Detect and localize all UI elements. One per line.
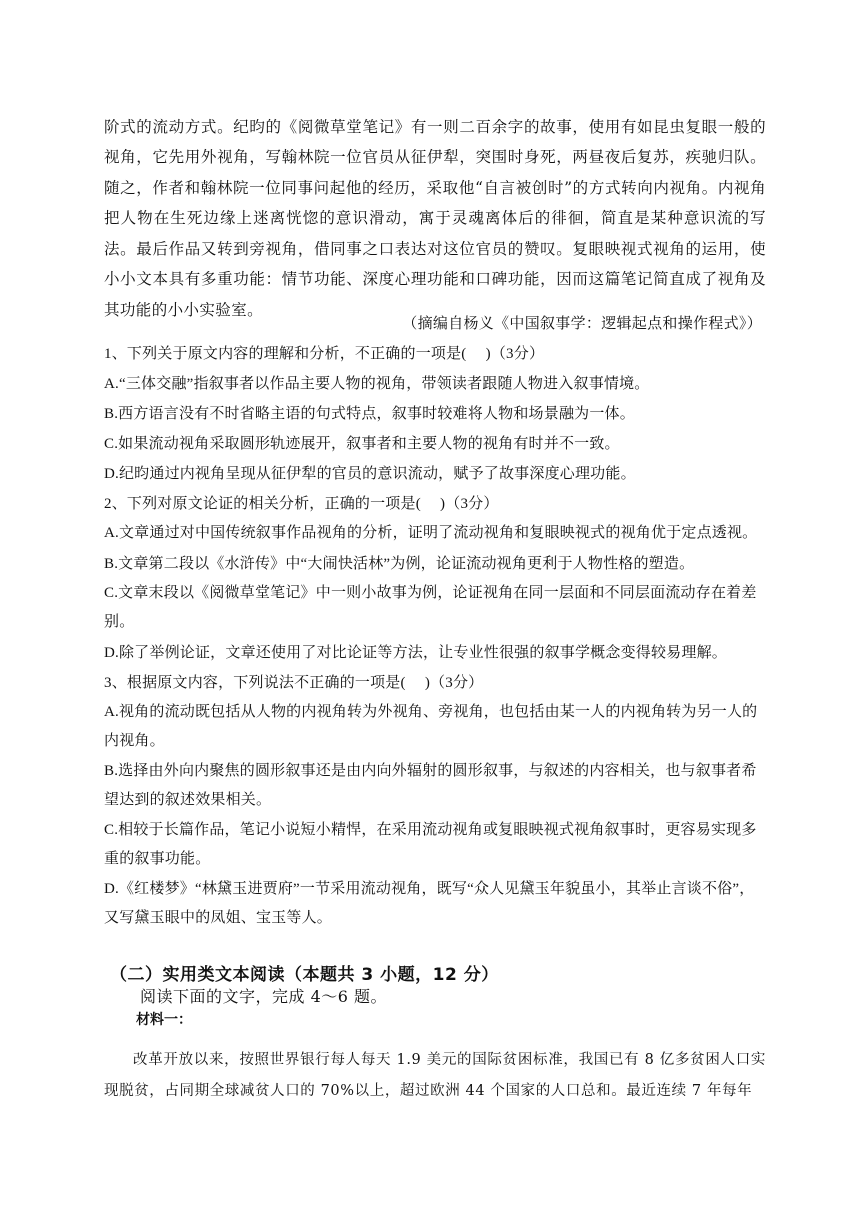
- question-1-option-c: C.如果流动视角采取圆形轨迹展开，叙事者和主要人物的视角有时并不一致。: [104, 436, 620, 452]
- question-3-option-d: D.《红楼梦》“林黛玉进贾府”一节采用流动视角，既写“众人见黛玉年貌虽小，其举止言谈不俗”，又写黛玉眼中的凤姐、宝玉等人。: [104, 880, 755, 926]
- question-3-option-c: C.相较于长篇作品，笔记小说短小精悍，在采用流动视角或复眼映视式视角叙事时，更容易实现多重的叙事功能。: [104, 821, 757, 867]
- section-2-instruction: 阅读下面的文字，完成 4～6 题。: [140, 987, 388, 1006]
- passage-paragraph: 阶式的流动方式。纪昀的《阅微草堂笔记》有一则二百余字的故事，使用有如昆虫复眼一般的视角，它先用外视角，写翰林院一位官员从征伊犁，突围时身死，两昼夜后复苏，疾驰归队。随之，作者和翰林院一位同事问起他的经历，采取他“自言被创时”的方式转向内视角。内视角把人物在生死边缘上迷离恍惚的意识滑动，寓于灵魂离体后的徘徊，简直是某种意识流的写法。最后作品又转到旁视角，借同事之口表达对这位官员的赞叹。复眼映视式视角的运用，使小小文本具有多重功能：情节功能、深度心理功能和口碑功能，因而这篇笔记简直成了视角及其功能的小小实验室。: [104, 117, 766, 320]
- question-3-stem: 3、根据原文内容，下列说法不正确的一项是( )（3分）: [104, 674, 484, 691]
- section-2-title: （二）实用类文本阅读（本题共 3 小题，12 分）: [110, 965, 499, 985]
- question-3-option-a: A.视角的流动既包括从人物的内视角转为外视角、旁视角，也包括由某一人的内视角转为另一人的内视角。: [104, 703, 758, 749]
- passage-source: （摘编自杨义《中国叙事学：逻辑起点和操作程式》）: [402, 314, 762, 332]
- question-2-option-d: D.除了举例论证，文章还使用了对比论证等方法，让专业性很强的叙事学概念变得较易理解。: [104, 644, 727, 661]
- question-1-option-b: B.西方语言没有不时省略主语的句式特点，叙事时较难将人物和场景融为一体。: [104, 406, 635, 422]
- material-1-paragraph: 改革开放以来，按照世界银行每人每天 1.9 美元的国际贫困标准，我国已有 8 亿多贫困人口实现脱贫，占同期全球减贫人口的 70%以上，超过欧洲 44 个国家的人口总和。最近连续 7 年每年: [104, 1051, 766, 1099]
- question-2-option-c: C.文章末段以《阅微草堂笔记》中一则小故事为例，论证视角在同一层面和不同层面流动存在着差别。: [104, 584, 757, 630]
- question-2-option-a: A.文章通过对中国传统叙事作品视角的分析，证明了流动视角和复眼映视式的视角优于定点透视。: [104, 525, 758, 541]
- question-1-stem: 1、下列关于原文内容的理解和分析，不正确的一项是( )（3分）: [104, 346, 545, 362]
- material-1-title: 材料一：: [136, 1012, 192, 1028]
- question-2-stem: 2、下列对原文论证的相关分析，正确的一项是( )（3分）: [104, 496, 499, 512]
- question-2-option-b: B.文章第二段以《水浒传》中“大闹快活林”为例，论证流动视角更利于人物性格的塑造。: [104, 555, 695, 572]
- question-1-option-d: D.纪昀通过内视角呈现从征伊犁的官员的意识流动，赋予了故事深度心理功能。: [104, 466, 636, 482]
- question-1-option-a: A.“三体交融”指叙事者以作品主要人物的视角，带领读者跟随人物进入叙事情境。: [104, 376, 650, 392]
- question-3-option-b: B.选择由外向内聚焦的圆形叙事还是由内向外辐射的圆形叙事，与叙述的内容相关，也与叙事者希望达到的叙述效果相关。: [104, 762, 757, 808]
- questions-block: [104, 339, 766, 934]
